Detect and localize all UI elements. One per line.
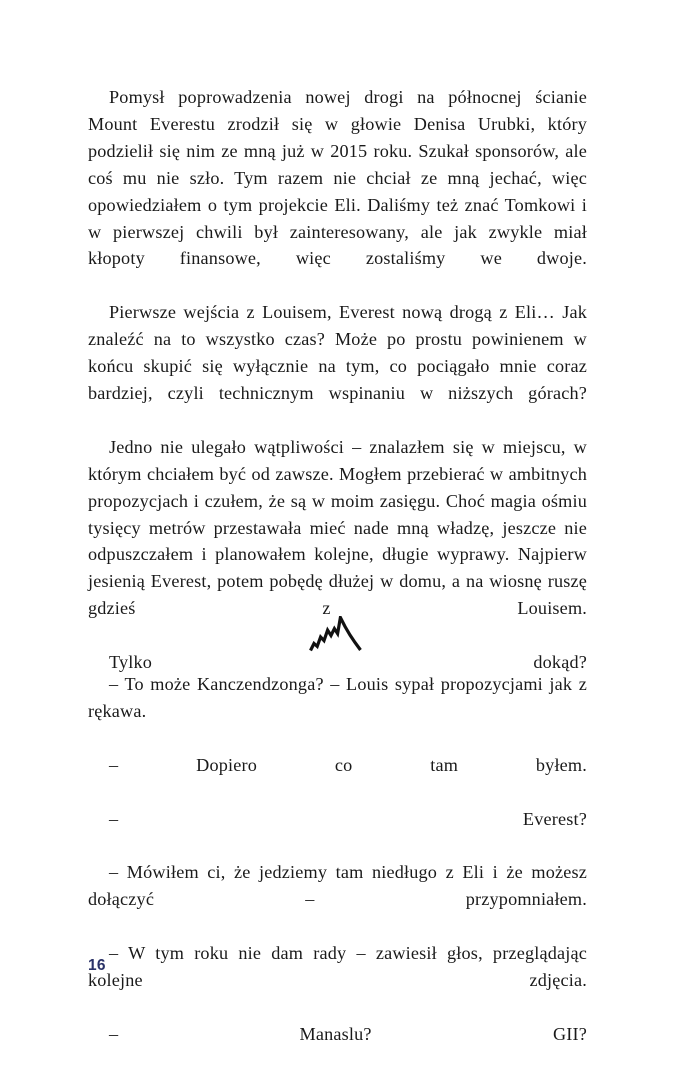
paragraph-2: Pierwsze wejścia z Louisem, Everest nową drogą z Eli… Jak znaleźć na to wszystko czas? Może po prostu powinienem w końcu skupić się wyłącznie na tym, co pociągało mnie coraz bardziej, czyli technicznym wspinaniu w niższych górach? (88, 302, 587, 403)
dialogue-line-1: – To może Kanczendzonga? – Louis sypał propozycjami jak z rękawa. (88, 674, 587, 721)
dialogue-line-3: – Everest? (109, 808, 587, 829)
mountain-icon (309, 616, 367, 652)
paragraph-1: Pomysł poprowadzenia nowej drogi na północnej ścianie Mount Everestu zrodził się w głowie Denisa Urubki, który podzielił się nim ze mną już w 2015 roku. Szukał sponsorów, ale coś mu nie szło. Tym razem nie chciał ze mną jechać, więc opowiedziałem o tym projekcie Eli. Daliśmy też znać Tomkowi i w pierwszej chwili był zainteresowany, ale jak zwykle miał kłopoty finansowe, więc zostaliśmy we dwoje. (88, 87, 587, 269)
section-divider (0, 602, 675, 652)
dialogue-line-5: – W tym roku nie dam rady – zawiesił głos, przeglądając kolejne zdjęcia. (88, 943, 587, 990)
page-number: 16 (88, 957, 106, 974)
dialogue-line-4: – Mówiłem ci, że jedziemy tam niedługo z Eli i że możesz dołączyć – przypomniałem. (88, 862, 587, 910)
paragraph-3: Jedno nie ulegało wątpliwości – znalazłem się w miejscu, w którym chciałem być od zawsze. Mogłem przebierać w ambitnych propozycjach i czułem, że są w moim zasięgu. Choć magia ośmiu tysięcy metrów przestawała mieć nade mną władzę, jeszcze nie odpuszczałem i planowałem kolejne, długie wyprawy. Najpierw jesienią Everest, potem pobędę dłużej w domu, a na wiosnę ruszę gdzieś z Louisem. (88, 436, 587, 619)
dialogue-line-6: – Manaslu? GII? (109, 1023, 587, 1044)
paragraph-4: Tylko dokąd? (109, 652, 587, 673)
dialogue-block (88, 671, 587, 1075)
dialogue-line-2: – Dopiero co tam byłem. (109, 754, 587, 775)
